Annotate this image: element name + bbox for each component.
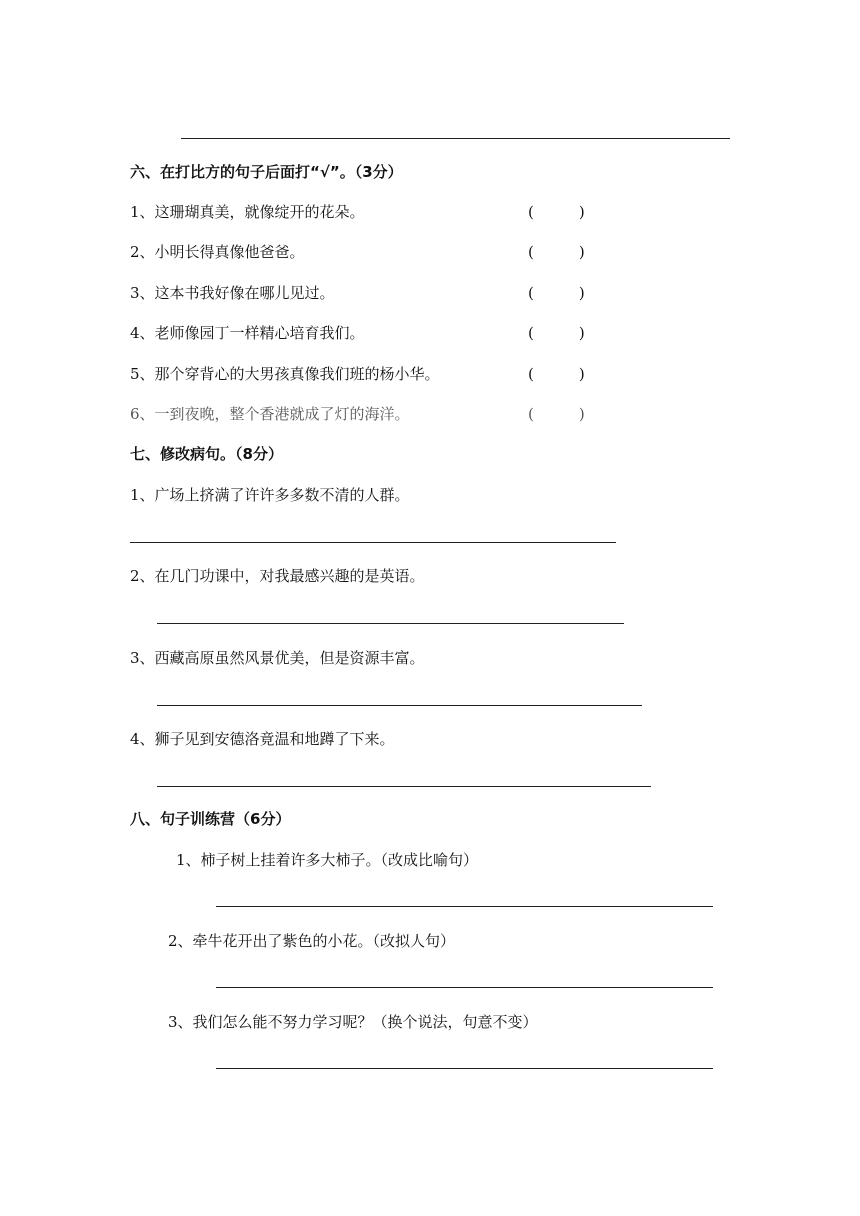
s8-item-3: 3、我们怎么能不努力学习呢？（换个说法，句意不变） (168, 1013, 538, 1031)
s6-item-2: 2、小明长得真像他爸爸。 (130, 243, 305, 261)
s7-answer-line-4[interactable] (157, 786, 651, 787)
s6-answer-5[interactable]: ( ) (528, 365, 585, 383)
s6-item-3: 3、这本书我好像在哪儿见过。 (130, 284, 335, 302)
section-7-title: 七、修改病句。（8分） (130, 445, 283, 463)
s8-answer-line-2[interactable] (216, 987, 713, 988)
s6-answer-1[interactable]: ( ) (528, 203, 585, 221)
s6-item-1: 1、这珊瑚真美，就像绽开的花朵。 (130, 203, 365, 221)
s8-answer-line-1[interactable] (216, 906, 713, 907)
s7-answer-line-3[interactable] (157, 705, 642, 706)
s8-item-1: 1、柿子树上挂着许多大柿子。（改成比喻句） (176, 851, 479, 869)
s6-item-5: 5、那个穿背心的大男孩真像我们班的杨小华。 (130, 365, 440, 383)
s6-answer-3[interactable]: ( ) (528, 284, 585, 302)
s7-item-4: 4、狮子见到安德洛竟温和地蹲了下来。 (130, 730, 395, 748)
s7-item-3: 3、西藏高原虽然风景优美，但是资源丰富。 (130, 649, 425, 667)
section-8-title: 八、句子训练营（6分） (130, 810, 291, 828)
section-6-title: 六、在打比方的句子后面打“√”。（3分） (130, 163, 403, 181)
s7-item-1: 1、广场上挤满了许许多多数不清的人群。 (130, 486, 410, 504)
s7-answer-line-2[interactable] (157, 623, 624, 624)
s6-answer-4[interactable]: ( ) (528, 324, 585, 342)
s8-item-2: 2、牵牛花开出了紫色的小花。（改拟人句） (168, 932, 456, 950)
s7-answer-line-1[interactable] (130, 542, 616, 543)
s6-item-6: 6、一到夜晚，整个香港就成了灯的海洋。 (130, 405, 410, 423)
s7-item-2: 2、在几门功课中，对我最感兴趣的是英语。 (130, 567, 425, 585)
s8-answer-line-3[interactable] (216, 1068, 713, 1069)
s6-answer-6[interactable]: ( ) (528, 405, 585, 423)
s6-answer-2[interactable]: ( ) (528, 243, 585, 261)
top-divider (181, 138, 730, 139)
s6-item-4: 4、老师像园丁一样精心培育我们。 (130, 324, 365, 342)
